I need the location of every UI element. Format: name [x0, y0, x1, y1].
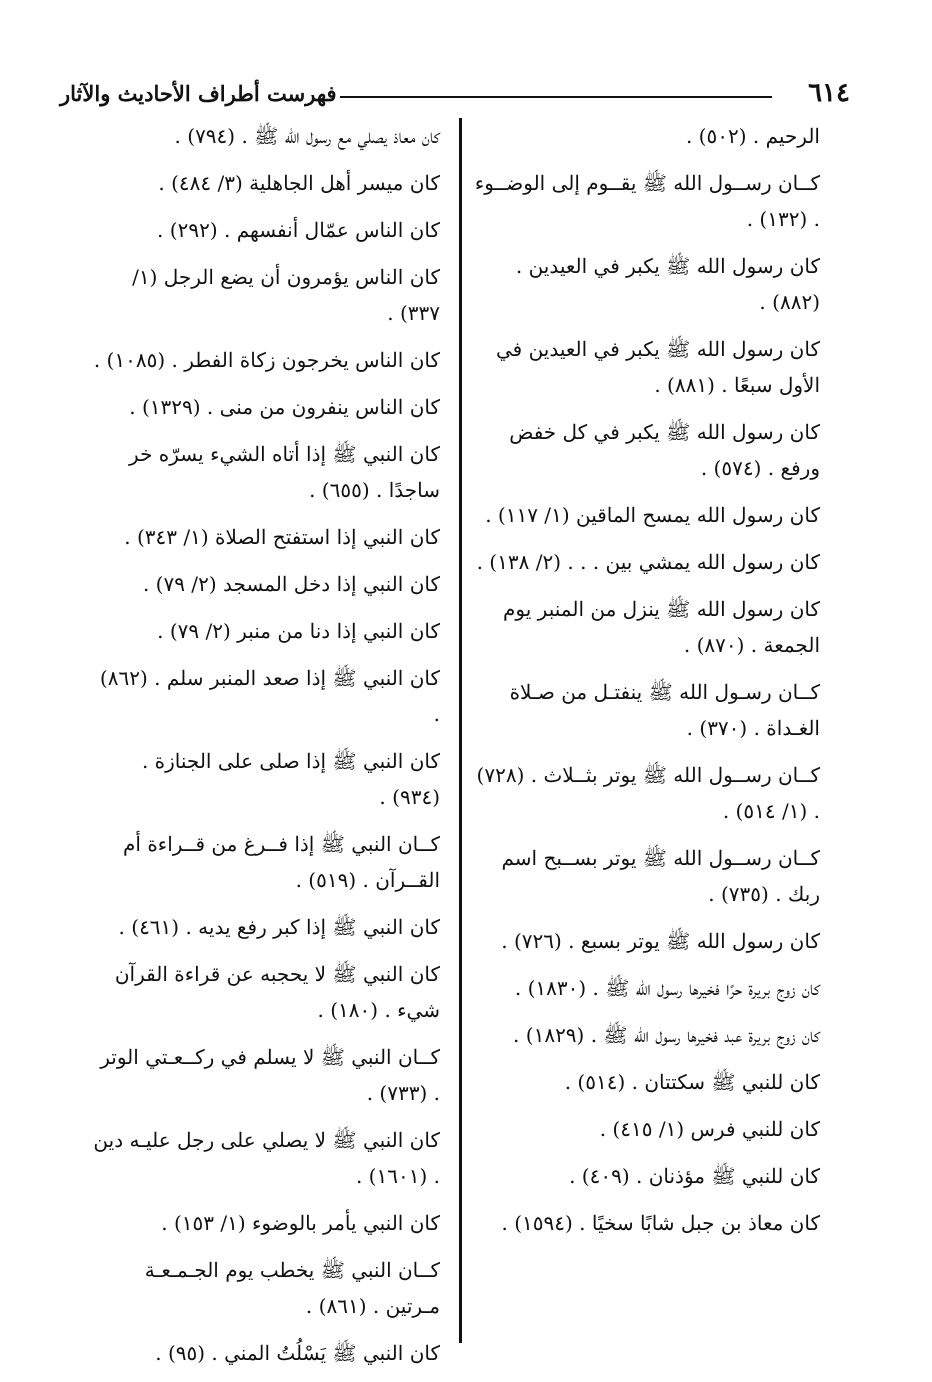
index-entry: كــان رســول الله ﷺ يقــوم إلى الوضــوء . (١٣٢) .: [474, 171, 820, 231]
index-entry: كان النبي ﷺ إذا صلى على الجنازة . (٩٣٤) .: [141, 749, 440, 809]
index-entry: كان النبي ﷺ إذا صعد المنبر سلم . (٨٦٢) .: [99, 666, 440, 726]
index-entry: كان زوج بريرة عبد فخيرها رسول الله ﷺ . (١٨٢٩) .: [513, 1023, 820, 1047]
index-entry: كان النبي ﷺ يَسْلُتُ المني . (٩٥) .: [155, 1341, 440, 1365]
index-entry: كان رسول الله يمشي بين . . . (٢/ ١٣٨) .: [476, 550, 820, 574]
index-entry: كــان رســول الله ﷺ يوتر بثــلاث . (٧٢٨) . (١/ ٥١٤) .: [476, 763, 820, 823]
index-entry: كــان النبي ﷺ لا يسلم في ركــعـتي الوتر . (٧٣٣) .: [100, 1045, 440, 1105]
index-entry: كان النبي ﷺ لا يصلي على رجل عليـه دين . (١٦٠١) .: [93, 1128, 440, 1188]
index-entry: كــان النبي ﷺ إذا فــرغ من قــراءة أم القــرآن . (٥١٩) .: [123, 832, 440, 892]
column-divider: [459, 118, 462, 1343]
index-entry: كان للنبي فرس (١/ ٤١٥) .: [599, 1117, 820, 1141]
index-entry: كان الناس يؤمرون أن يضع الرجل (١/ ٣٣٧) .: [132, 265, 440, 325]
index-entry: كان النبي يأمر بالوضوء (١/ ١٥٣) .: [161, 1211, 440, 1235]
index-entry: كان النبي ﷺ لا يحجبه عن قراءة القرآن شيء . (١٨٠) .: [114, 962, 440, 1022]
header-rule: [340, 96, 772, 98]
index-entry: كان للنبي ﷺ سكتتان . (٥١٤) .: [564, 1070, 820, 1094]
index-entry: كان معاذ يصلي مع رسول الله ﷺ . (٧٩٤) .: [174, 124, 440, 148]
index-entry: كان النبي ﷺ إذا أتاه الشيء يسرّه خر ساجدًا . (٦٥٥) .: [129, 442, 440, 502]
index-entry: كان رسول الله ﷺ يكبر في العيدين . (٨٨٢) .: [515, 254, 820, 314]
index-entry: كان الناس عمّال أنفسهم . (٢٩٢) .: [157, 218, 440, 242]
left-column: [92, 118, 444, 1382]
index-entry: كان رسول الله ﷺ يوتر بسبع . (٧٢٦) .: [501, 929, 820, 953]
index-entry: كان النبي إذا استفتح الصلاة (١/ ٣٤٣) .: [124, 525, 440, 549]
index-entry: كان معاذ بن جبل شابًا سخيًا . (١٥٩٤) .: [501, 1211, 820, 1235]
index-entry: كــان النبي ﷺ يخطب يوم الجـمـعـة مـرتين . (٨٦١) .: [144, 1258, 440, 1318]
index-entry: كان رسول الله ﷺ ينزل من المنبر يوم الجمعة . (٨٧٠) .: [503, 597, 820, 657]
index-entry: كان رسول الله ﷺ يكبر في كل خفض ورفع . (٥٧٤) .: [509, 420, 820, 480]
index-entry: كان رسول الله ﷺ يكبر في العيدين في الأول سبعًا . (٨٨١) .: [495, 337, 820, 397]
right-column: [472, 118, 824, 1252]
index-entry: الرحيم . (٥٠٢) .: [685, 124, 820, 148]
index-entry: كان النبي ﷺ إذا كبر رفع يديه . (٤٦١) .: [118, 915, 440, 939]
page-header: [60, 76, 850, 116]
index-entry: كان زوج بريرة حرًا فخيرها رسول الله ﷺ . (١٨٣٠) .: [514, 976, 820, 1000]
index-entry: كان النبي إذا دنا من منبر (٢/ ٧٩) .: [157, 619, 440, 643]
running-title: فهرست أطراف الأحاديث والآثار: [60, 81, 337, 106]
index-entry: كــان رسـول الله ﷺ ينفتـل من صـلاة الغـداة . (٣٧٠) .: [509, 680, 820, 740]
index-entry: كان للنبي ﷺ مؤذنان . (٤٠٩) .: [569, 1164, 820, 1188]
index-entry: كان النبي إذا دخل المسجد (٢/ ٧٩) .: [142, 572, 440, 596]
index-entry: كان رسول الله يمسح الماقين (١/ ١١٧) .: [485, 503, 820, 527]
page-number: ٦١٤: [808, 78, 850, 108]
index-entry: كان ميسر أهل الجاهلية (٣/ ٤٨٤) .: [158, 171, 440, 195]
index-entry: كان الناس يخرجون زكاة الفطر . (١٠٨٥) .: [93, 348, 440, 372]
index-entry: كــان رســول الله ﷺ يوتر بســبح اسم ربك . (٧٣٥) .: [501, 846, 820, 906]
index-entry: كان الناس ينفرون من منى . (١٣٢٩) .: [129, 395, 440, 419]
